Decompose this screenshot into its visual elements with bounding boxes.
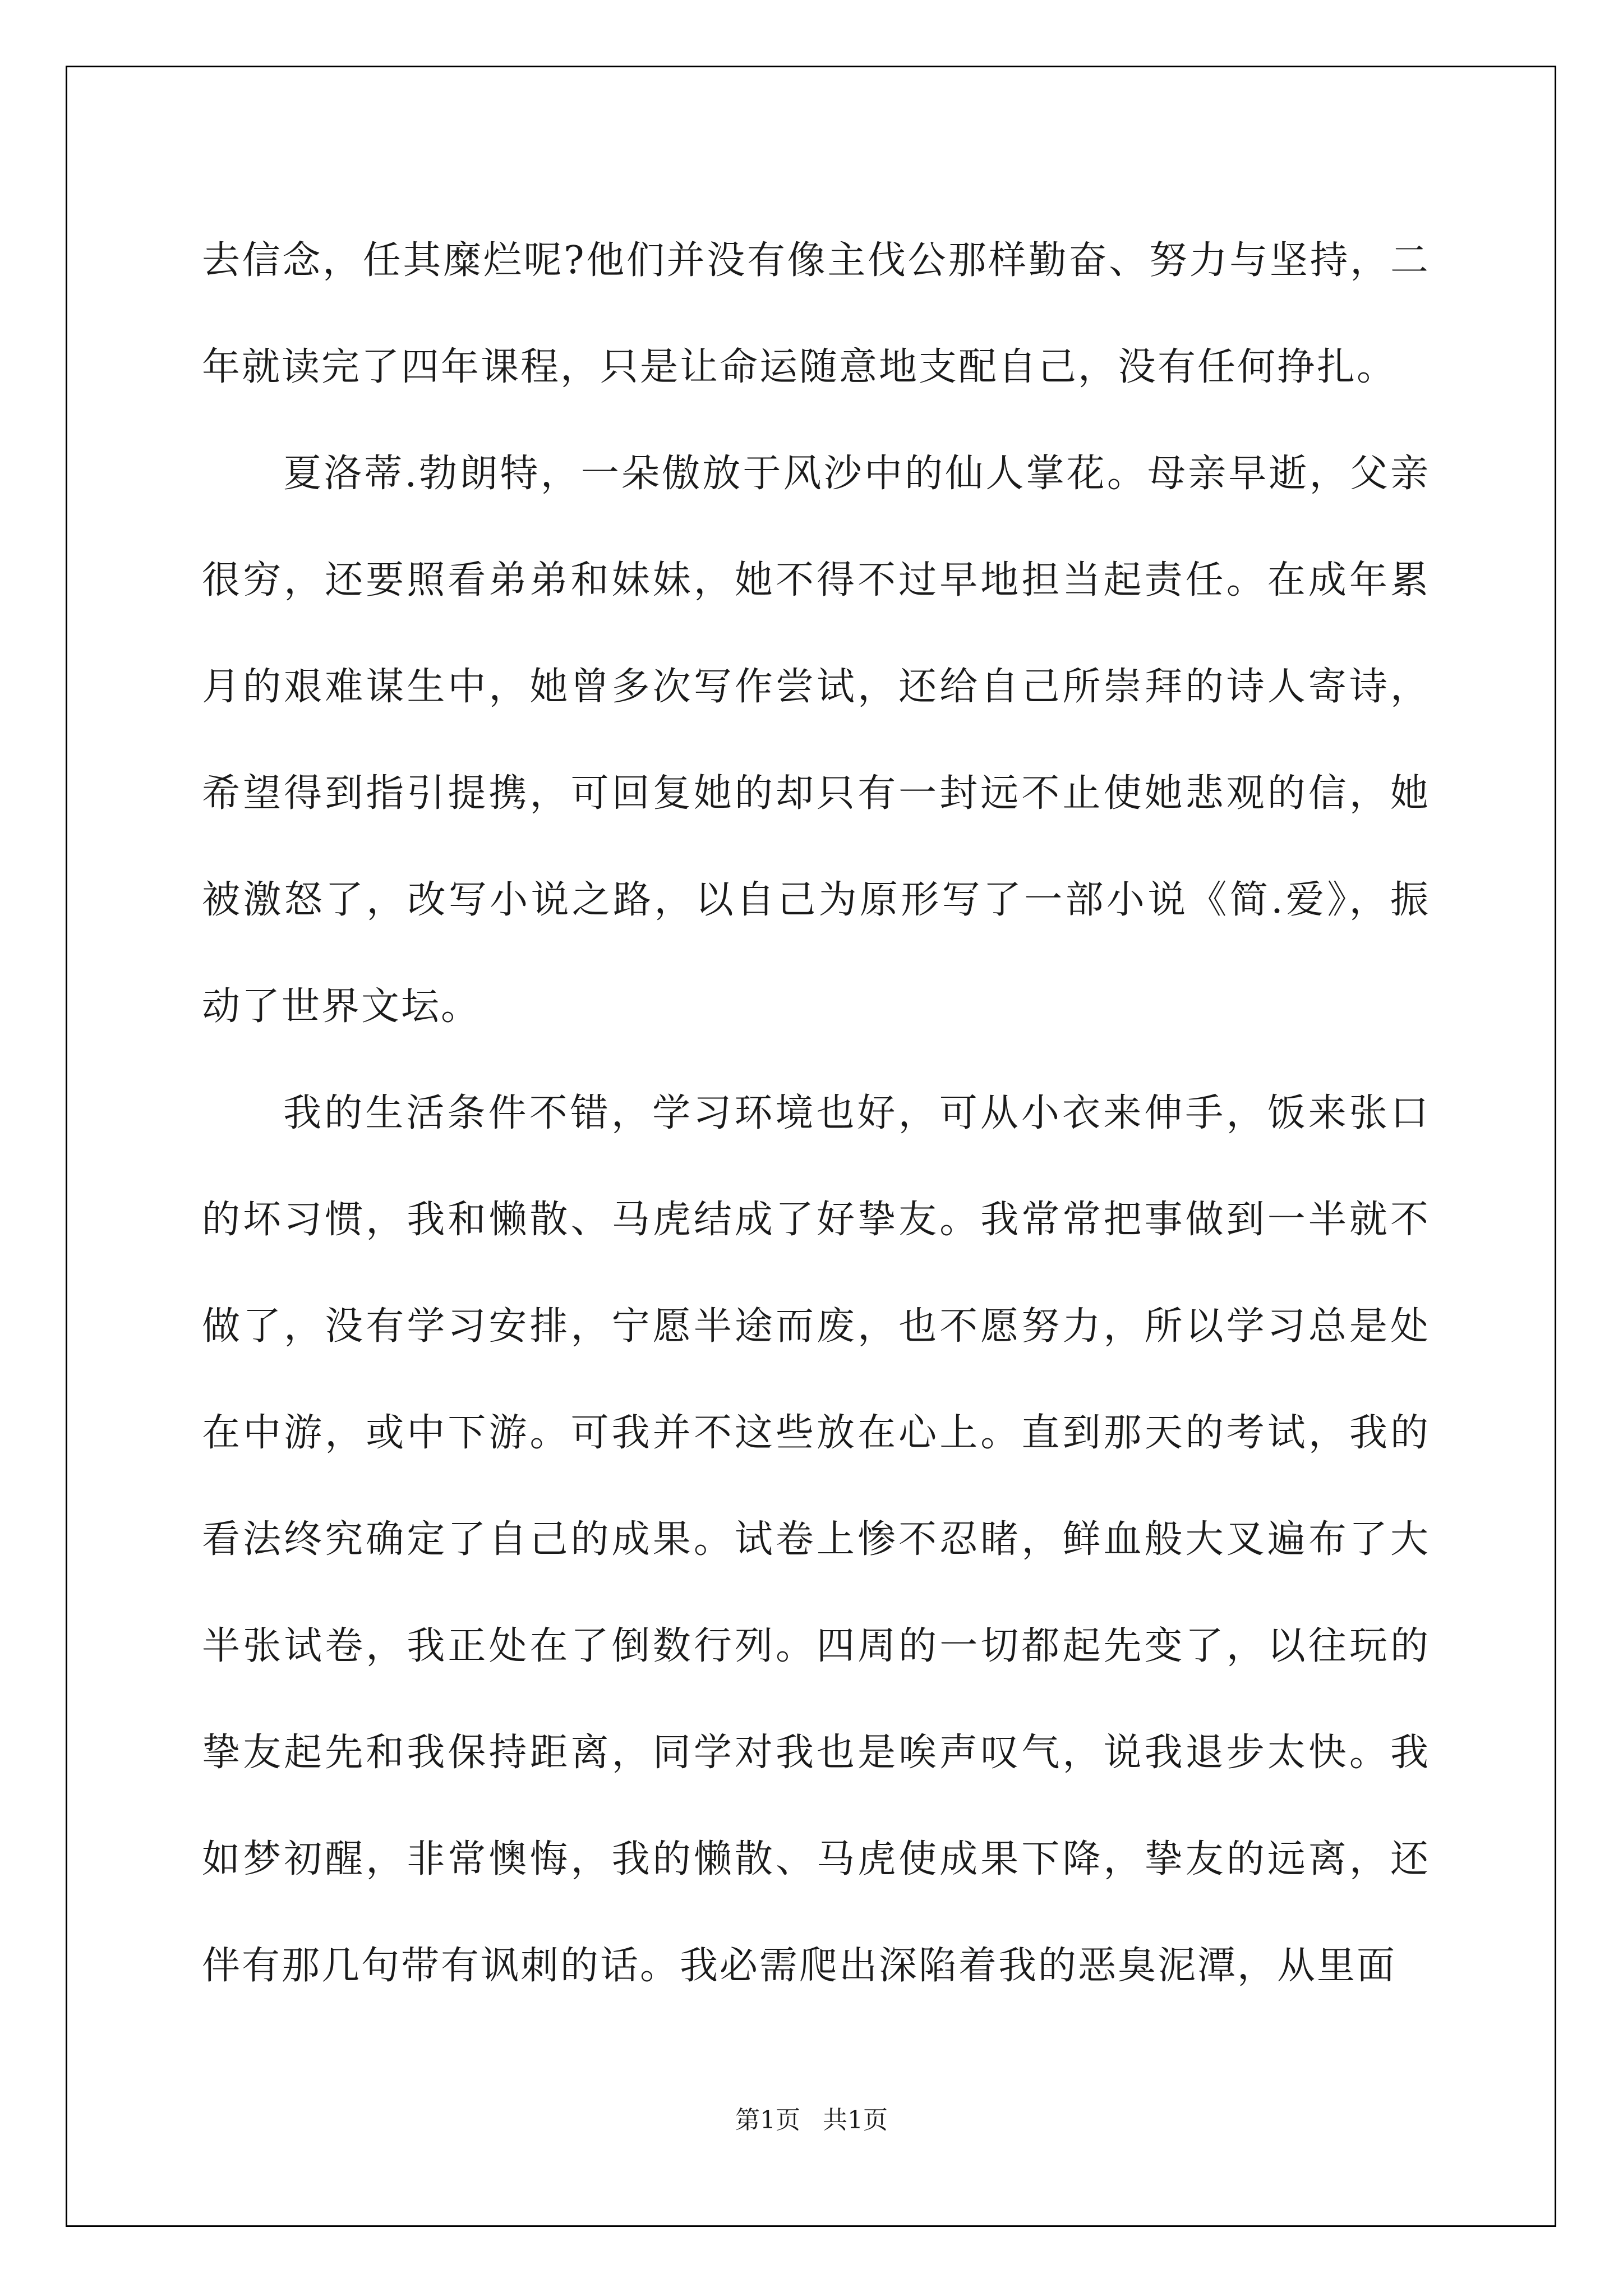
document-body — [202, 208, 1430, 2019]
paragraph-charlotte-bronte: 夏洛蒂.勃朗特，一朵傲放于风沙中的仙人掌花。母亲早逝，父亲很穷，还要照看弟弟和妹妹，她不得不过早地担当起责任。在成年累月的艰难谋生中，她曾多次写作尝试，还给自己所崇拜的诗人寄诗，希望得到指引提携，可回复她的却只有一封远不止使她悲观的信，她被激怒了，改写小说之路，以自己为原形写了一部小说《简.爱》，振动了世界文坛。 — [202, 452, 1430, 1029]
paragraph-continuation: 去信念，任其糜烂呢?他们并没有像主伐公那样勤奋、努力与坚持，二年就读完了四年课程，只是让命运随意地支配自己，没有任何挣扎。 — [202, 238, 1430, 389]
paragraph-personal-story: 我的生活条件不错，学习环境也好，可从小衣来伸手，饭来张口的坏习惯，我和懒散、马虎结成了好挚友。我常常把事做到一半就不做了，没有学习安排，宁愿半途而废，也不愿努力，所以学习总是处在中游，或中下游。可我并不这些放在心上。直到那天的考试，我的看法终究确定了自己的成果。试卷上惨不忍睹，鲜血般大叉遍布了大半张试卷，我正处在了倒数行列。四周的一切都起先变了，以往玩的挚友起先和我保持距离，同学对我也是唉声叹气，说我退步太快。我如梦初醒，非常懊悔，我的懒散、马虎使成果下降，挚友的远离，还伴有那几句带有讽刺的话。我必需爬出深陷着我的恶臭泥潭，从里面 — [202, 1091, 1430, 1988]
page-number: 第1页 — [735, 2106, 800, 2134]
page-total: 共1页 — [823, 2106, 888, 2134]
page-footer — [0, 2104, 1623, 2137]
